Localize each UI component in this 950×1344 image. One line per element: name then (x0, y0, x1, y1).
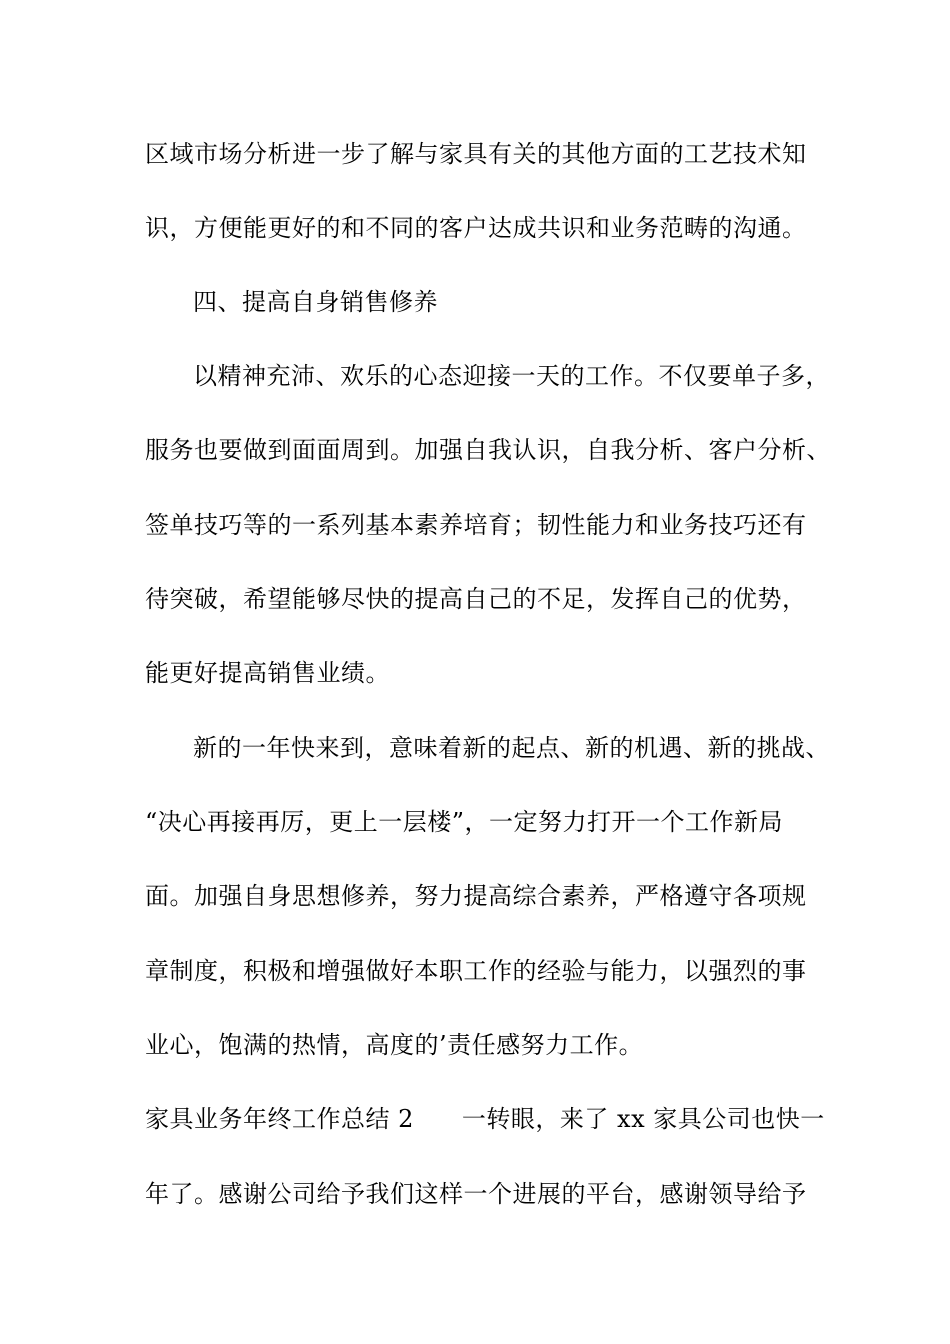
paragraph-line: 签单技巧等的一系列基本素养培育；韧性能力和业务技巧还有 (145, 511, 807, 539)
paragraph-line: 以精神充沛、欢乐的心态迎接一天的工作。不仅要单子多， (193, 362, 830, 390)
paragraph-line: 年了。感谢公司给予我们这样一个进展的平台，感谢领导给予 (145, 1180, 807, 1208)
section-title-line (145, 1103, 825, 1135)
paragraph-line: 面。加强自身思想修养，努力提高综合素养，严格遵守各项规 (145, 882, 807, 910)
paragraph-line: 服务也要做到面面周到。加强自我认识，自我分析、客户分析、 (145, 436, 831, 464)
paragraph-line: 待突破，希望能够尽快的提高自己的不足，发挥自己的优势， (145, 585, 807, 613)
paragraph-line: “决心再接再厉，更上一层楼”，一定努力打开一个工作新局 (145, 808, 784, 836)
paragraph-line: 新的一年快来到，意味着新的起点、新的机遇、新的挑战、 (193, 734, 830, 762)
section-title: 家具业务年终工作总结 2 (145, 1105, 414, 1133)
paragraph-line: 区域市场分析进一步了解与家具有关的其他方面的工艺技术知 (145, 140, 807, 168)
paragraph-line: 章制度，积极和增强做好本职工作的经验与能力，以强烈的事 (145, 957, 807, 985)
paragraph-line: 识，方便能更好的和不同的客户达成共识和业务范畴的沟通。 (145, 214, 807, 242)
section-heading: 四、提高自身销售修养 (193, 288, 438, 316)
section-first-line: 一转眼，来了 xx 家具公司也快一 (461, 1105, 825, 1133)
paragraph-line: 业心，饱满的热情，高度的’责任感努力工作。 (145, 1031, 644, 1059)
paragraph-line: 能更好提高销售业绩。 (145, 659, 390, 687)
